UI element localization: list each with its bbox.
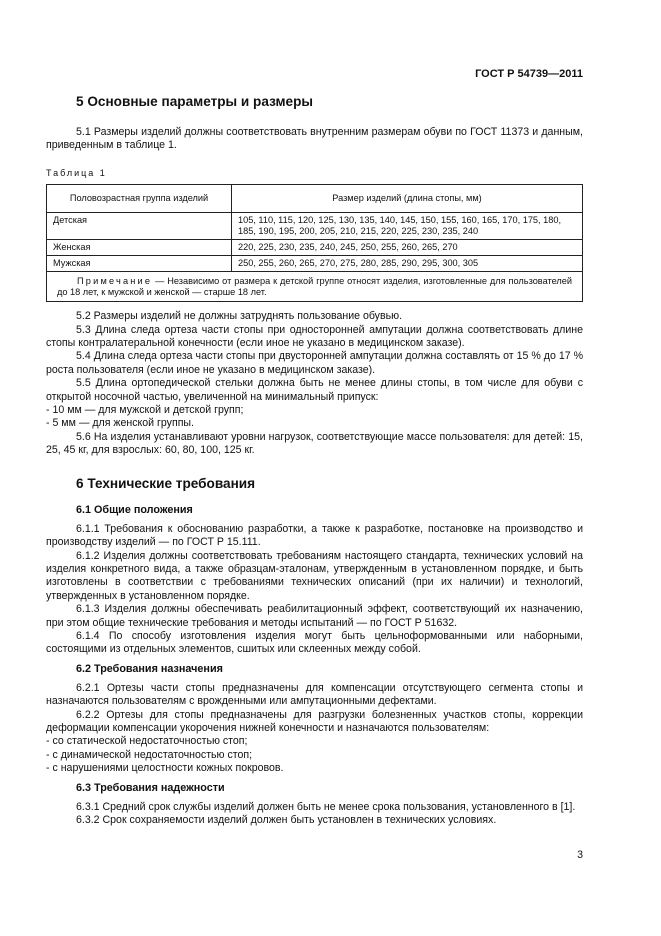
size-table: [46, 184, 583, 302]
paragraph-6-3-1: 6.3.1 Средний срок службы изделий должен быть не менее срока пользования, установленного в [1].: [76, 800, 576, 813]
table-note-label: Примечание: [77, 276, 153, 287]
paragraph-6-2-2: 6.2.2 Ортезы для стопы предназначены для разгрузки болезненных участков стопы, коррекции деформации компенсации укорочения нижней конечности и назначаются пользователям:: [46, 708, 583, 734]
table-cell-sizes: 250, 255, 260, 265, 270, 275, 280, 285, 290, 295, 300, 305: [232, 256, 583, 272]
paragraph-5-4: 5.4 Длина следа ортеза части стопы при двусторонней ампутации должна составлять от 15 % до 17 % роста пользователя (если иное не указано в медицинском заказе).: [46, 350, 583, 376]
paragraph-5-2: 5.2 Размеры изделий не должны затруднять пользование обувью.: [76, 310, 403, 323]
paragraph-5-3: 5.3 Длина следа ортеза части стопы при односторонней ампутации должна соответствовать длине стопы контралатеральной конечности (если иное не указано в медицинском заказе).: [46, 323, 583, 350]
paragraph-6-3-2: 6.3.2 Срок сохраняемости изделий должен быть установлен в технических условиях.: [76, 814, 497, 826]
paragraph-6-1-2: 6.1.2 Изделия должны соответствовать требованиям настоящего стандарта, технических условий на изделия конкретного вида, а также образцам-эталонам, утвержденным в установленном порядке, и быть изготовлены в соответствии с требованиями технических описаний (при их наличии) и технологий, утвержденных в установленном порядке.: [46, 549, 583, 602]
subsection-6-1-title: 6.1 Общие положения: [76, 503, 193, 516]
list-item: - с нарушениями целостности кожных покровов.: [46, 762, 284, 775]
document-code: ГОСТ Р 54739—2011: [475, 68, 583, 80]
subsection-6-3-title: 6.3 Требования надежности: [76, 781, 225, 794]
table-note: [47, 272, 583, 302]
subsection-6-2-title: 6.2 Требования назначения: [76, 662, 223, 675]
paragraph-5-1: 5.1 Размеры изделий должны соответствовать внутренним размерам обуви по ГОСТ 11373 и данным, приведенным в таблице 1.: [46, 126, 583, 152]
paragraph-5-6: 5.6 На изделия устанавливают уровни нагрузок, соответствующие массе пользователя: для детей: 15, 25, 45 кг, для взрослых: 60, 80, 100, 125 кг.: [46, 430, 583, 457]
list-item: - 5 мм — для женской группы.: [46, 417, 194, 430]
list-item: - с динамической недостаточностью стоп;: [46, 748, 253, 761]
table-header-size: Размер изделий (длина стопы, мм): [232, 185, 583, 213]
document-body: [46, 94, 583, 827]
table-note-row: [47, 272, 583, 302]
table-cell-sizes: 105, 110, 115, 120, 125, 130, 135, 140, 145, 150, 155, 160, 165, 170, 175, 180, 185, 190, 195, 200, 205, 210, 215, 220, 225, 230, 235, 240: [232, 213, 583, 240]
table-header-row: [47, 185, 583, 213]
paragraph-6-1-1: 6.1.1 Требования к обоснованию разработки, а также к разработке, постановке на производство и производству изделий — по ГОСТ Р 15.111.: [46, 522, 583, 549]
page-number: 3: [577, 849, 583, 861]
table-cell-sizes: 220, 225, 230, 235, 240, 245, 250, 255, 260, 265, 270: [232, 240, 583, 256]
paragraph-6-1-4: 6.1.4 По способу изготовления изделия могут быть цельноформованными или наборными, состоящими из отдельных элементов, сшитых или склеенных между собой.: [46, 629, 583, 656]
list-item: - со статической недостаточностью стоп;: [46, 735, 248, 748]
paragraph-6-1-3: 6.1.3 Изделия должны обеспечивать реабилитационный эффект, соответствующий их назначению, при этом общие технические требования и методы испытаний — по ГОСТ Р 51632.: [46, 603, 583, 629]
table-1-caption: Таблица 1: [46, 167, 107, 178]
section-5-title: 5 Основные параметры и размеры: [76, 94, 314, 109]
table-header-group: Половозрастная группа изделий: [47, 185, 232, 213]
section-6-title: 6 Технические требования: [76, 475, 256, 491]
table-cell-group: Детская: [47, 213, 232, 240]
table-cell-group: Женская: [47, 240, 232, 256]
table-row: [47, 213, 583, 240]
table-row: [47, 240, 583, 256]
paragraph-5-5: 5.5 Длина ортопедической стельки должна быть не менее длины стопы, в том числе для обуви с открытой носочной частью, увеличенной на минимальный припуск:: [46, 377, 583, 403]
table-row: [47, 256, 583, 272]
table-cell-group: Мужская: [47, 256, 232, 272]
list-item: - 10 мм — для мужской и детской групп;: [46, 404, 244, 417]
table-note-text: — Независимо от размера к детской группе относят изделия, изготовленные для пользователей до 18 лет, к мужской и женской — старше 18 лет.: [57, 276, 572, 298]
paragraph-6-2-1: 6.2.1 Ортезы части стопы предназначены для компенсации отсутствующего сегмента стопы и назначаются пользователям с врожденными или ампутационными дефектами.: [46, 681, 583, 708]
